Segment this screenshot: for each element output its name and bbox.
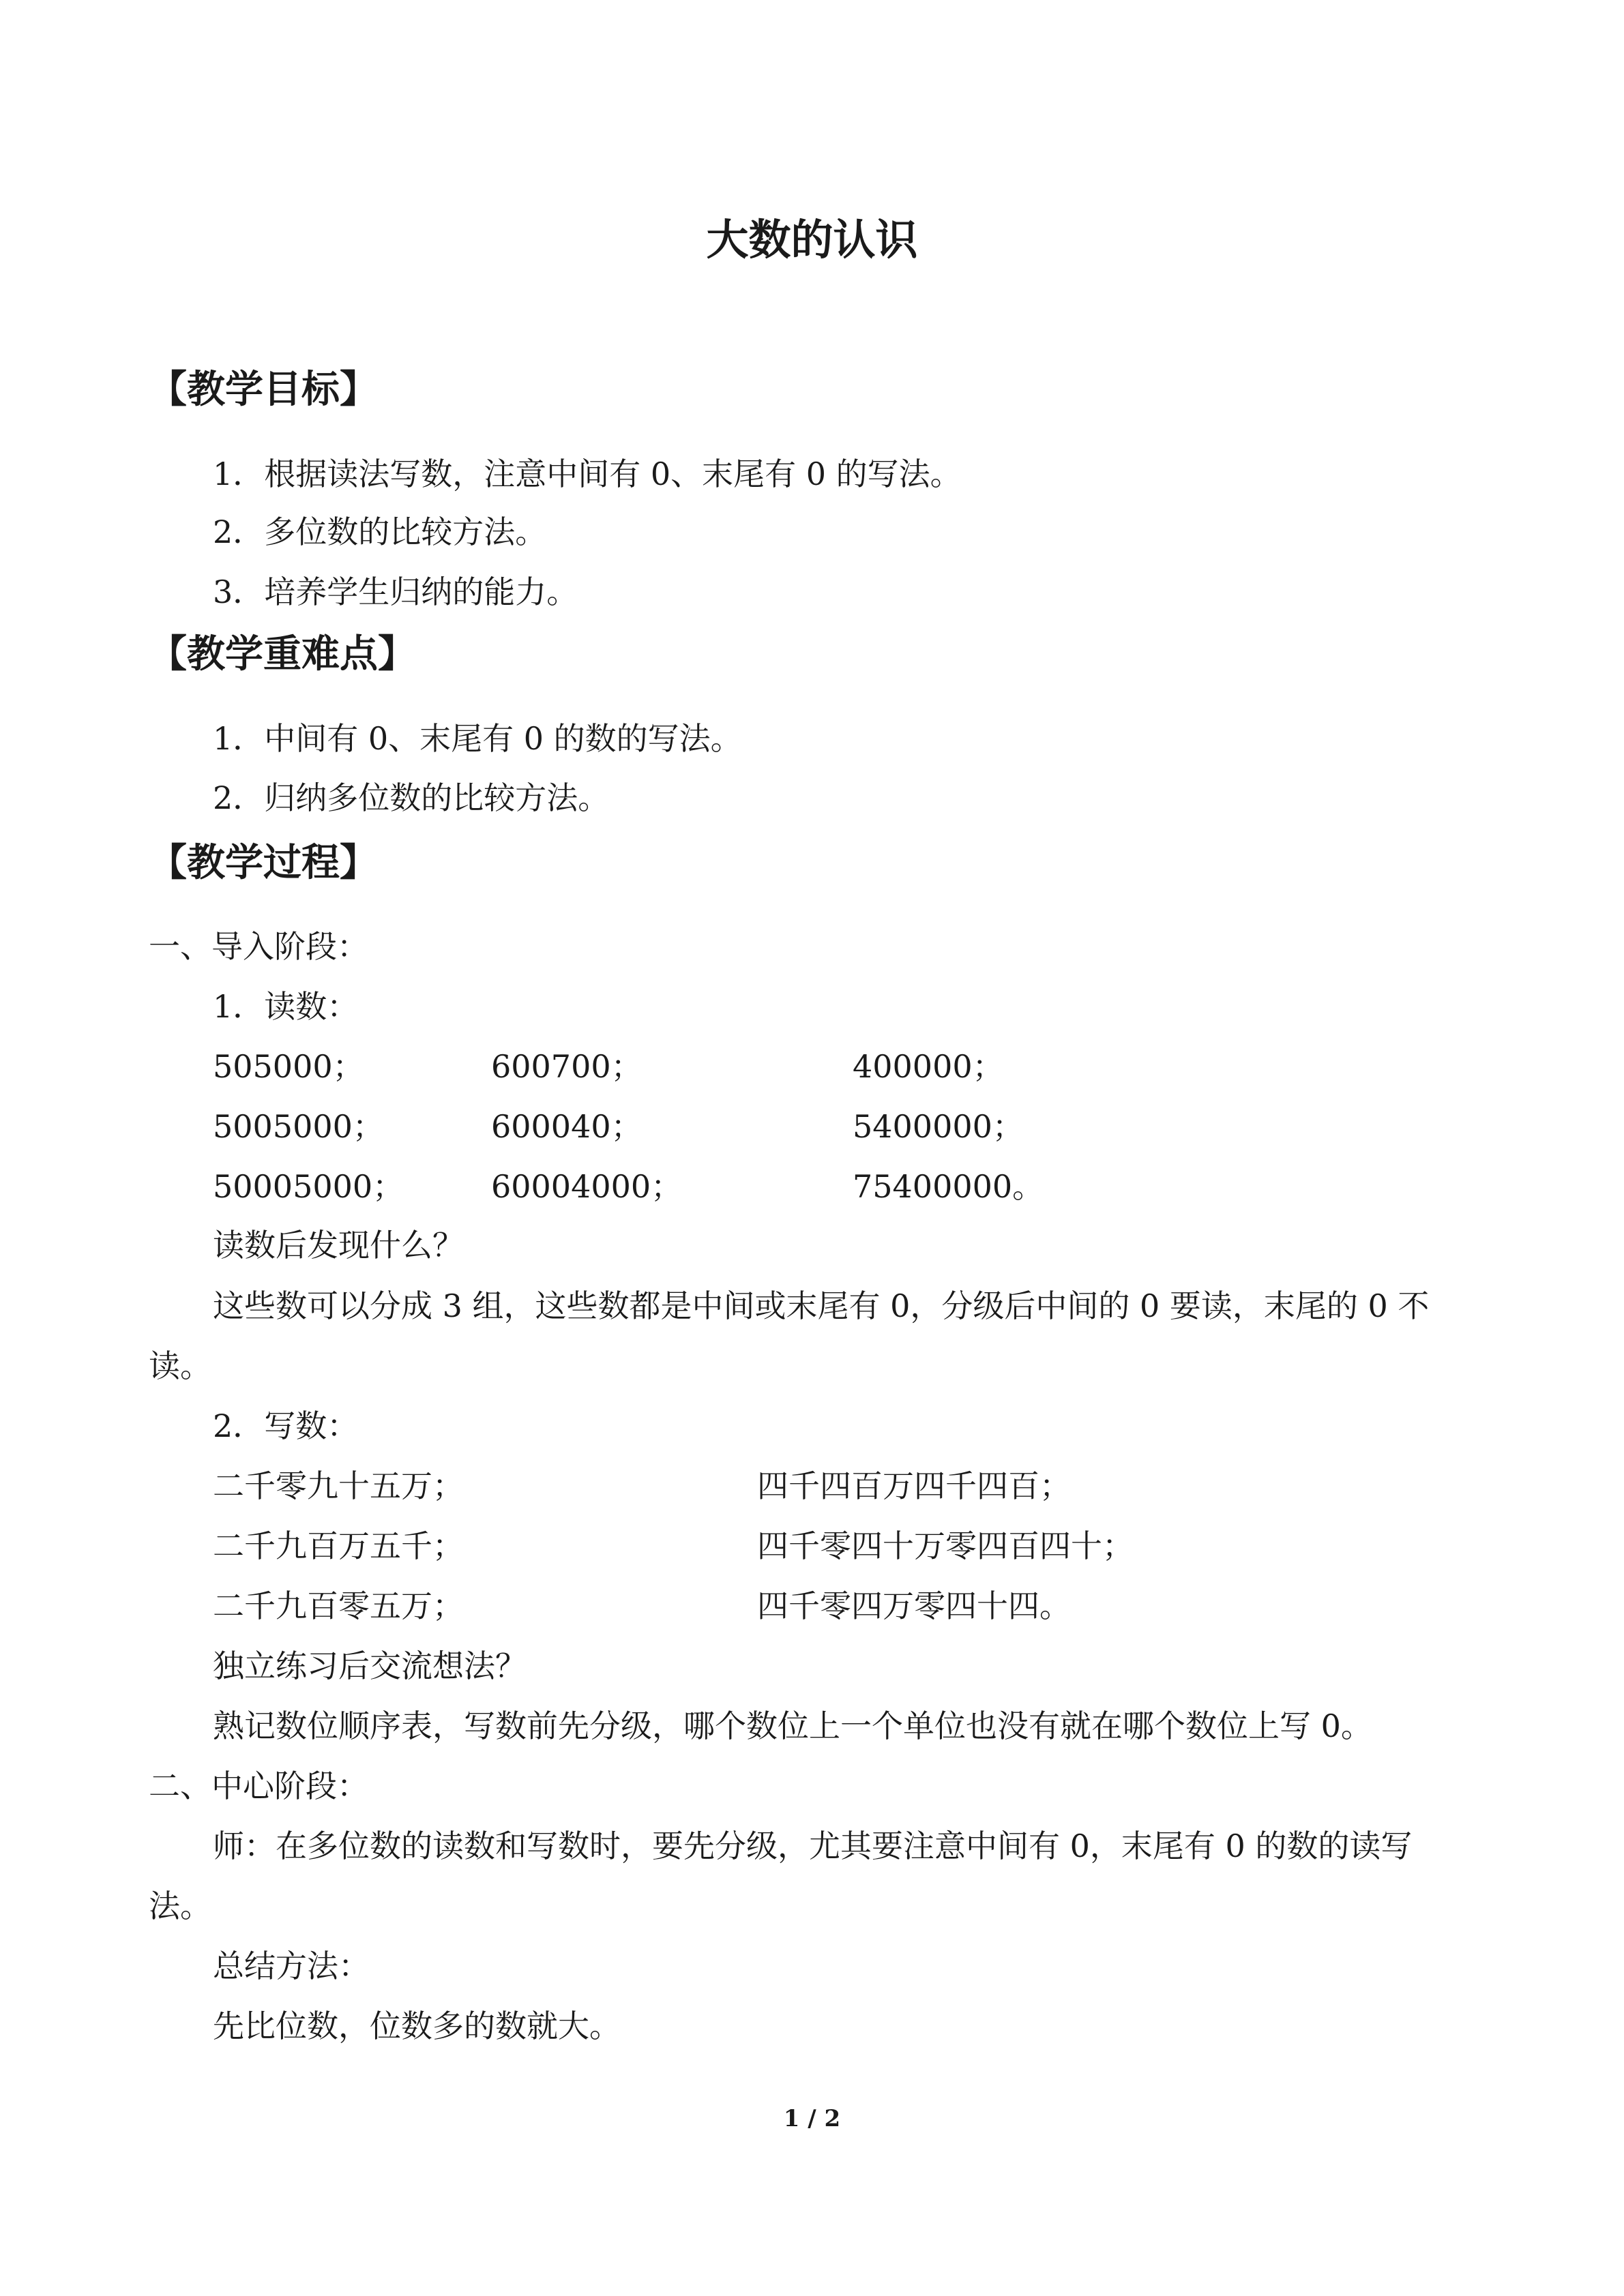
heading-objectives: 【教学目标】 — [149, 368, 378, 412]
reading-label: 1．读数： — [213, 988, 359, 1025]
objective-item-1: 1．根据读法写数，注意中间有 0、末尾有 0 的写法。 — [213, 456, 962, 492]
summary-label: 总结方法： — [213, 1948, 370, 1984]
reading-question: 读数后发现什么？ — [213, 1227, 464, 1264]
reading-number: 75400000。 — [853, 1168, 1044, 1205]
reading-number: 600700； — [491, 1048, 643, 1085]
reading-number: 50005000； — [213, 1168, 404, 1205]
reading-number: 5400000； — [853, 1108, 1024, 1145]
writing-item: 四千四百万四千四百； — [757, 1467, 1071, 1504]
teacher-line1: 师：在多位数的读数和写数时，要先分级，尤其要注意中间有 0，末尾有 0 的数的读写 — [213, 1828, 1413, 1864]
reading-number: 600040； — [491, 1108, 643, 1145]
reading-answer-line1: 这些数可以分成 3 组，这些数都是中间或末尾有 0，分级后中间的 0 要读，末尾的 0 不 — [213, 1287, 1430, 1324]
summary-rule: 先比位数，位数多的数就大。 — [213, 2008, 621, 2044]
writing-answer: 熟记数位顺序表，写数前先分级，哪个数位上一个单位也没有就在哪个数位上写 0。 — [213, 1708, 1372, 1744]
writing-item: 四千零四十万零四百四十； — [757, 1527, 1134, 1564]
key-point-item-2: 2．归纳多位数的比较方法。 — [213, 779, 610, 816]
key-point-item-1: 1．中间有 0、末尾有 0 的数的写法。 — [213, 720, 742, 757]
stage1-label: 一、导入阶段： — [149, 928, 368, 965]
writing-item: 二千九百万五千； — [213, 1527, 464, 1564]
reading-number: 400000； — [853, 1048, 1004, 1085]
writing-item: 二千九百零五万； — [213, 1587, 464, 1624]
objective-item-3: 3．培养学生归纳的能力。 — [213, 573, 578, 610]
teacher-line2: 法。 — [149, 1888, 211, 1924]
writing-item: 二千零九十五万； — [213, 1467, 464, 1504]
writing-item: 四千零四万零四十四。 — [757, 1587, 1071, 1624]
reading-number: 505000； — [213, 1048, 364, 1085]
objective-item-2: 2．多位数的比较方法。 — [213, 513, 547, 550]
page-number: 1 / 2 — [783, 2105, 841, 2132]
reading-number: 5005000； — [213, 1108, 384, 1145]
stage2-label: 二、中心阶段： — [149, 1768, 368, 1804]
writing-question: 独立练习后交流想法？ — [213, 1648, 527, 1684]
reading-answer-line2: 读。 — [149, 1347, 211, 1384]
heading-key-points: 【教学重难点】 — [149, 632, 416, 676]
reading-number: 60004000； — [491, 1168, 683, 1205]
page-title: 大数的认识 — [706, 215, 918, 265]
heading-process: 【教学过程】 — [149, 841, 378, 885]
writing-label: 2．写数： — [213, 1407, 359, 1444]
